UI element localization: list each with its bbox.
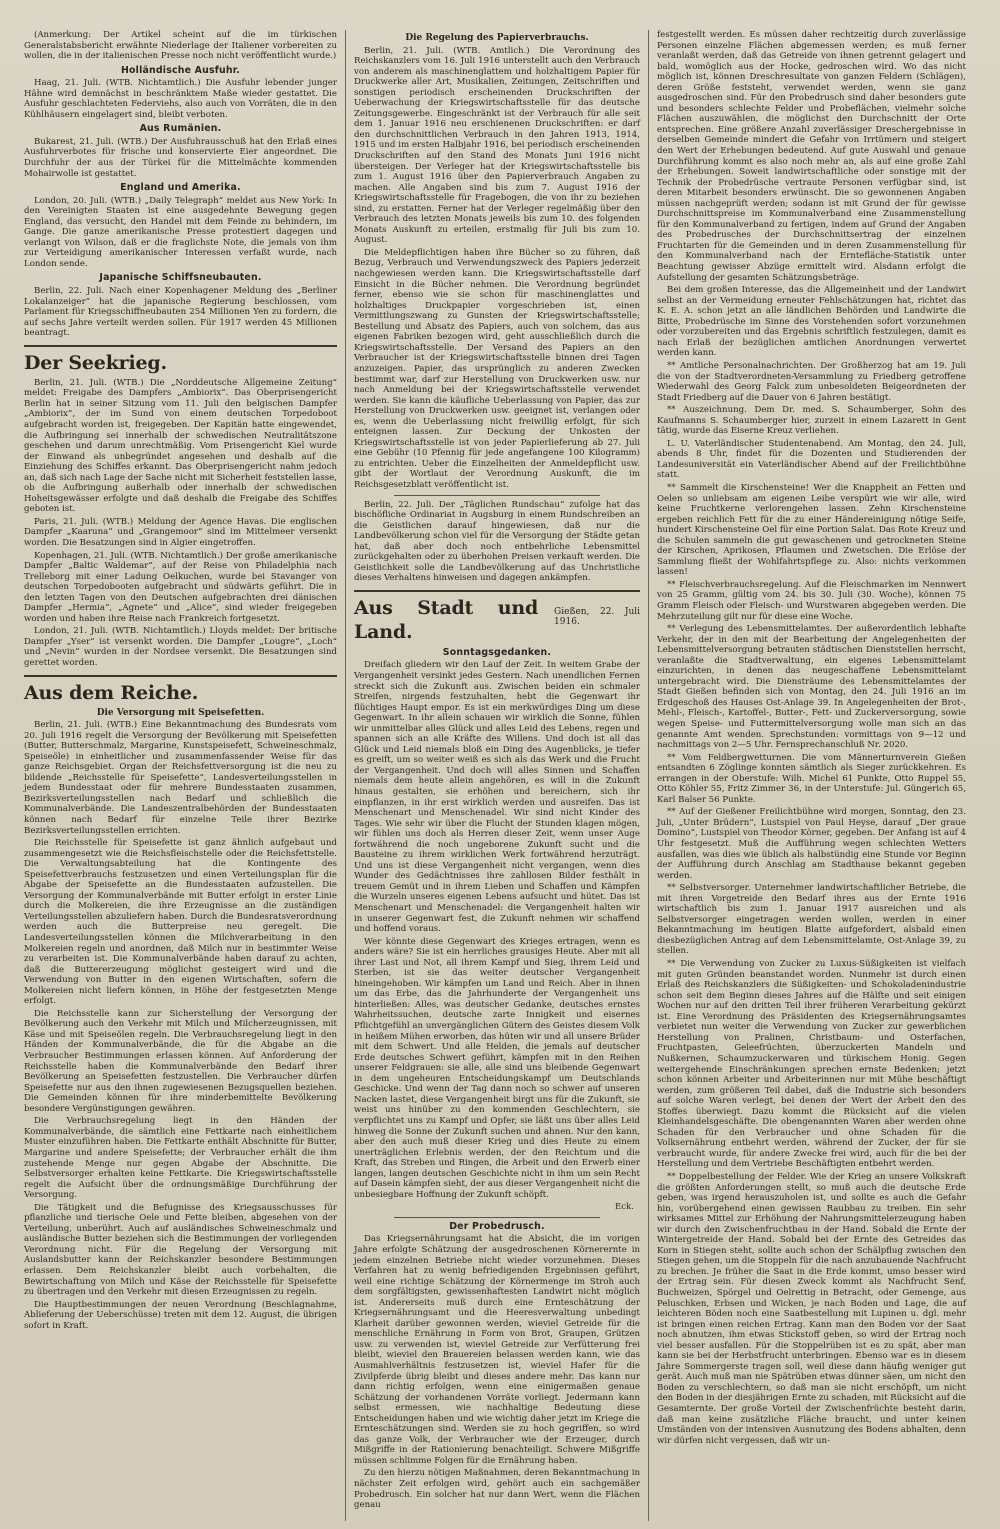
article-papier-2: Die Meldepflichtigen haben ihre Bücher so zu führen, daß Bezug, Verbrauch und Verwendungszweck des Papiers jederzeit nachgewiesen werden kann. Die Kriegswirtschaftsstelle darf Einsicht in die Bücher nehmen. Die Verordnung begründet ferner, ebenso wie sie schon für maschinenglattes und holzhaltiges Druckpapier vorgeschrieben ist, einen Vermittlungszwang zu Gunsten der Kriegswirtschaftsstelle; Bestellung und Absatz des Papiers, auch von solchem, das aus eigenen Fabriken bezogen wird, geht ausschließlich durch die Kriegswirtschaftsstelle. Der Versand des Papiers an den Verbraucher ist der Kriegswirtschaftsstelle binnen drei Tagen anzuzeigen. Papier, das ursprünglich zu anderen Zwecken bestimmt war, darf zur Herstellung von Druckwerken usw. nur nach Anmeldung bei der Kriegswirtschaftsstelle verwendet werden. Sie kann die käufliche Ueberlassung von Papier, das zur Herstellung von Druckwerken usw. geeignet ist, verlangen oder es, wenn die Ueberlassung nicht freiwillig erfolgt, für sich enteignen lassen. Zur Deckung der Unkosten der Kriegswirtschaftsstelle ist von jeder Papierlieferung ab 27. Juli eine Gebühr (10 Pfennig für jede angefangene 100 Kilogramm) zu entrichten. Ueber die Einzelheiten der Anmeldepflicht usw. gibt der Wortlaut der Verordnung Auskunft, die im Reichsgesetzblatt veröffentlicht ist. [354,247,640,490]
article-probedrusch-1: Das Kriegsernährungsamt hat die Absicht, die im vorigen Jahre erfolgte Schätzung der ausgedroschenen Körnerernte in jedem einzelnen Betriebe nicht wieder vorzunehmen. Dieses Verfahren hat zu wenig befriedigenden Ergebnissen geführt, weil eine richtige Schätzung der Körnermenge im Stroh auch dem sorgfältigsten, gewissenhaftesten Landwirt nicht möglich ist. Andererseits muß durch eine Ernteschätzung der Kriegsernährungsamt und die Heeresverwaltung unbedingt Klarheit darüber gewonnen werden, wieviel Getreide für die menschliche Ernährung in Form von Brot, Graupen, Grützen usw. zu verwenden ist, wieviel Getreide zur Verfütterung frei bleibt, wieviel den Brauereien belassen werden kann, wie das Ausmahlverhältnis festzusetzen ist, wieviel Hafer für die Zivilpferde übrig bleibt und dieses andere mehr. Das kann nur dann richtig erfolgen, wenn eine einigermaßen genaue Schätzung der vorhandenen Vorräte vorliegt. Jedermann kann selbst ermessen, wie nachhaltige Bedeutung diese Entscheidungen haben und wie wichtig daher jetzt im Kriege die Ernteschätzungen sind. Werden sie zu hoch gegriffen, so wird das ganze Volk, der Verbraucher wie der Erzeuger, durch Mißgriffe in der Rationierung benachteiligt. Schwere Mißgriffe müssen schlimme Folgen für die Ernährung haben. [354,1234,640,1466]
article-sonntag-2: Wer könnte diese Gegenwart des Krieges ertragen, wenn es anders wäre? Sie ist ein herrliches grausiges Heute. Aber mit all ihrer Last und Not, all ihrem Kampf und Sieg, ihrem Leid und Sterben, ist sie das weiter deutscher Vergangenheit hineingehoben. Wir kämpfen um Land und Reich. Aber in ihnen um das Erbe, das die Jahrhunderte der Vergangenheit uns hinterließen: Alles, was deutscher Gedanke, deutsches ernstes Wahrheitssuchen, deutsche zarte Innigkeit und eisernes Pflichtgefühl an unvergänglichen Gütern des Geistes diesem Volk in heißem Mühen erworben, das hüten wir und all unsere Brüder mit dem Schwert. Und alle Helden, die jemals auf deutscher Erde deutsches Schwert geführt, kämpfen mit in den Reihen unserer Feldgrauen: sie alle, alle sind uns bleibende Gegenwart in dem ungeheuren Entscheidungskampf um Deutschlands Geschicke. Und wenn der Tag dann noch so schwer auf unseren Nacken lastet, diese Vergangenheit birgt uns für die Zukunft, sie weist uns hinüber zu den kommenden Geschlechtern, sie verpflichtet uns zu Kampf und Opfer, sie läßt uns über alles Leid hinweg die Sonne der Zukunft suchen und ahnen. Nur den kann, aber den auch muß dieser Krieg und dies Heute zu einem unerträglichen Erlebnis werden, der den Reichtum und die Kraft, das Streben und Ringen, die Arbeit und den Erwerb einer langen, langen deutschen Geschichte nicht in ihm um sein Recht auf Dasein kämpfen sieht, der aus dieser Vergangenheit nicht die unbesiegbare Hoffnung der Zukunft schöpft. [354,936,640,1200]
intro-note: (Anmerkung: Der Artikel scheint auf die im türkischen Generalstabsbericht erwähnte Niederlage der Italiener vorbereiten zu wollen, die in der italienischen Presse noch nicht veröffentlicht wurde.) [24,30,337,62]
article-probedrusch-2: Zu den hierzu nötigen Maßnahmen, deren Bekanntmachung in nächster Zeit erfolgen wird, gehört auch ein sachgemäßer Probedrusch. Ein solcher hat nur dann Wert, wenn die Flächen genau [354,1468,640,1511]
article-holland: Haag, 21. Juli. (WTB. Nichtamtlich.) Die Ausfuhr lebender junger Hähne wird demnächst in beschränktem Maße wieder gestattet. Die Ausfuhr geschlachteten Federviehs, also auch von Vorräten, die in den Kühlhäusern eingelagert sind, bleibt verboten. [24,78,337,120]
news-selbstversorger: ** Selbstversorger. Unternehmer landwirtschaftlicher Betriebe, die mit ihren Vorgetreide den Bedarf ihres aus der Ernte 1916 wirtschaftlich bis zum 1. Januar 1917 ausreichen und als Selbstversorger eingetragen werden wollen, werden in einer Bekanntmachung im heutigen Blatte aufgefordert, alsbald einen diesbezüglichen Antrag auf dem Lebensmittelamte, Ost-Anlage 39, zu stellen. [657,883,966,957]
news-doppelbestellung: ** Doppelbestellung der Felder. Wie der Krieg an unsere Volkskraft die größten Anforderungen stellt, so muß auch die deutsche Erde geben, was irgend herauszuholen ist, und sollte es auch die Gefahr hin, vorübergehend einen gewissen Raubbau zu treiben. Ein sehr wirksames Mittel zur Erhöhung der Nahrungsmittelerzeugung haben wir durch den Zwischenfruchtbau in der Hand. Sobald die Ernte der Wintergetreide der Hand. Sobald bei der Ernte des Getreides das Korn in Stiegen steht, sollte auch schon der Schälpflug zwischen den Stiegen gehen, um die Stoppeln für die nach anzubauende Nachfrucht zu brechen. Je früher die Saat in die Erde kommt, umso besser wird der Ertrag sein. Für diesen Zweck kommt als Nachfrucht Senf, Buchweizen, Spörgel und Oelrettig in Betracht, oder Gemenge, aus Peluschken, Erbsen und Wicken, je nach Boden und Lage, die auf leichteren Böden noch eine Saatbestellung mit Lupinen u. dgl. mehr ist bringen einen reichen Ertrag. Kann man den Boden vor der Saat noch abnutzen, ihm etwas Stickstoff geben, so wird der Ertrag noch viel besser ausfallen. Für die Stoppelrüben ist es zu spät, aber man kann sie bei der Herbstfrucht unterbringen. Ebenso war es in diesem Jahre Sommergerste tragen soll, weil diese dann häufig weniger gut gerät. Auch muß man nie Spätrüben etwas dünner säen, um nicht den Boden zu verschlechtern, so daß man sie nicht erschöpft, um nicht den Boden in der diesjährigen Ernte zu schaden, mit Rücksicht auf die Gesamternte. Der große Vorteil der Zwischenfrüchte besteht darin, daß man keine zusätzliche Fläche braucht, und unter keinen Umständen von der intensiven Ausnutzung des Bodens abhalten, denn wir dürfen nicht vergessen, daß wir un- [657,1171,966,1446]
signature: Eck. [614,1202,634,1213]
news-fleisch: ** Fleischverbrauchsregelung. Auf die Fleischmarken im Nennwert von 25 Gramm, gültig vom 24. bis 30. Juli (30. Woche), können 75 Gramm Fleisch oder Fleisch- und Wurstwaren abgegeben werden. Die Mehrzuteilung gilt nur für diese eine Woche. [657,579,966,622]
stadt-header [354,596,640,644]
article-seekrieg-1: Berlin, 21. Juli. (WTB.) Die „Norddeutsche Allgemeine Zeitung“ meldet: Freigabe des Dampfers „Ambiorix“. Das Oberprisengericht Berlin hat in seiner Sitzung vom 11. Juli den belgischen Dampfer „Ambiorix“, der im Sund von einem deutschen Torpedoboot aufgebracht worden ist, freigegeben. Der Kapitän hatte eingewendet, die Aufbringung sei innerhalb der schwedischen Neutralitätszone geschehen und darum unrechtmäßig. Vom Prisengericht Kiel wurde der Einwand als unbegründet angesehen und deshalb auf die Einziehung des Schiffes erkannt. Das Oberprisengericht nahm jedoch an, daß sich nach Lage der Sache nicht mit Sicherheit feststellen lasse, ob die Aufbringung außerhalb oder innerhalb der schwedischen Hoheitsgewässer erfolgte und daß deshalb die Freigabe des Schiffes geboten ist. [24,377,337,515]
divider [394,495,600,496]
article-probedrusch-cont: festgestellt werden. Es müssen daher rechtzeitig durch zuverlässige Personen einzelne Flächen abgemessen werden; es muß ferner veranlaßt werden, daß das Getreide von ihnen getrennt gelagert und bald, womöglich aus der Hocke, gedroschen wird. Wo das nicht möglich ist, können Dreschresultate von ganzen Feldern (Schlägen), deren Größe feststeht, verwendet werden, wenn sie ganz ausgedroschen sind. Für den Probedrusch sind daher besonders gute und besonders schlechte Felder und Probeflächen, vielmehr solche Flächen auszuwählen, die möglichst den Durchschnitt der Orte entsprechen. Eine größere Anzahl zuverlässiger Dreschergebnisse in derselben Gemeinde mindert die Gefahr von Irrtümern und steigert den Wert der Erhebungen bedeutend. Auf gute Auswahl und genaue Durchführung kommt es also noch mehr an, als auf eine große Zahl der Erhebungen. Soweit landwirtschaftliche oder sonstige mit der Technik der Probedrüsche vertraute Personen verfügbar sind, ist deren Mitarbeit besonders erwünscht. Die so gewonnenen Angaben müssen nachgeprüft werden; sodann ist mit Grund der für gewisse Durchschnittspreise im Kommunalverband eine Zusammenstellung für den Kommunalverband zu fertigen, indem auf Grund der Angaben des Probedrusches der Durchschnittsertrag der einzelnen Fruchtarten für die Gemeinden und in deren Zusammenstellung für den Kommunalverband nach der Erntefläche-Statistik unter Beachtung gewisser Abzüge ermittelt wird. Alsdann erfolgt die Aufstellung der gesamten Schätzungsbeträge. [657,30,966,283]
column-left [16,30,346,1521]
section-rule [24,675,337,677]
article-rumaenien: Bukarest, 21. Juli. (WTB.) Der Ausfuhrausschuß hat den Erlaß eines Ausfuhrverbotes für frische und konservierte Eier angeordnet. Die Durchfuhr der aus der Türkei für die Mittelmächte kommenden Mohairwolle ist gestattet. [24,136,337,179]
article-seekrieg-4: London, 21. Juli. (WTB. Nichtamtlich.) Lloyds meldet: Der britische Dampfer „Yser“ ist versenkt worden. Die Dampfer „Lougre“, „Loch“ und „Nevin“ wurden in der Nordsee versenkt. Die Besatzungen sind gerettet worden. [24,626,337,668]
article-augsburg: Berlin, 22. Juli. Der „Täglichen Rundschau“ zufolge hat das bischöfliche Ordinariat in Augsburg in einem Rundschreiben an die Geistlichen darauf hingewiesen, daß nur die Landbevölkerung schon viel für die Versorgung der Städte getan hat, daß aber doch noch entbehrliche Lebensmittel zurückgehalten oder zu überhohen Preisen verkauft werden. Die Geistlichkeit solle die Landbevölkerung auf das Unchristliche dieses Verhaltens hinweisen und dagegen ankämpfen. [354,499,640,584]
news-zucker: ** Die Verwendung von Zucker zu Luxus-Süßigkeiten ist vielfach mit guten Gründen beanstandet worden. Nunmehr ist durch einen Erlaß des Reichskanzlers die Süßigkeiten- und Schokoladenindustrie schon seit dem Beginn dieses Jahres auf die Hälfte und seit einigen Wochen nur auf den dritten Teil ihrer früheren Verarbeitung gekürzt ist. Eine Verordnung des Präsidenten des Kriegsernährungsamtes verbietet nun weiter die Verwendung von Zucker zur gewerblichen Herstellung von Pralinen, Christbaum- und Osterfachen, Fruchtpasten, Geleefrüchten, überzuckerten Mandeln und Nußkernen, Schaumzuckerwaren und türkischem Honig. Gegen weitergehende Einschränkungen sprechen ernste Bedenken; jetzt schon können Arbeiter und Arbeiterinnen nur mit Mühe beschäftigt werden, zum größeren Teil dabei, daß die Industrie sich besonders auf solche Waren verlegt, bei denen der Wert der Arbeit den des Stoffes überwiegt. Dazu kommt die Rücksicht auf die vielen Kleinhandelsgeschäfte. Die obengenannten Waren aber werden ohne Schaden für den Verbraucher und ohne Schaden für die Volksernährung entbehrt werden, während der Zucker, der für sie verbraucht wurde, für andere Zwecke frei wird, auch für die bei der Herstellung und dem Vertriebe Beschäftigten entbehrt werden. [657,959,966,1170]
article-speisefette-3: Die Reichsstelle kann zur Sicherstellung der Versorgung der Bevölkerung auch den Verkehr mit Milch und Milcherzeugnissen, mit Käse und mit Speiseölen regeln. Die Verbrauchsregelung liegt in den Händen der Kommunalverbände, die für die Abgabe an die Verbraucher Bestimmungen erlassen können. Auf Anforderung der Reichsstelle haben die Kommunalverbände den Bedarf ihrer Bevölkerung an Speisefetten festzustellen. Die Verbraucher dürfen Speisefette nur aus den ihnen zugewiesenen Bezugsquellen beziehen. Die Gemeinden können für ihre minderbemittelte Bevölkerung besondere Vergünstigungen gewähren. [24,1008,337,1114]
heading-sonntagsgedanken: Sonntagsgedanken. [442,646,552,658]
news-studentenabend: L. U. Vaterländischer Studentenabend. Am Montag, den 24. Juli, abends 8 Uhr, findet für die Dozenten und Studierenden der Landesuniversität ein Vaterländischer Abend auf der Freilichtbühne statt. [657,438,966,481]
article-papier-1: Berlin, 21. Juli. (WTB. Amtlich.) Die Verordnung des Reichskanzlers vom 16. Juli 1916 unterstellt auch den Verbrauch von anderem als maschinenglattem und holzhaltigem Papier für Druckwerke aller Art, Musikalien, Zeitungen, Zeitschriften und sonstigen periodisch erscheinenden Druckschriften der Ueberwachung der Kriegswirtschaftsstelle für das deutsche Zeitungsgewerbe. Eingeschränkt ist der Verbrauch für alle seit dem 1. Januar 1916 neu erschienenen Druckschriften: er darf den durchschnittlichen Verbrauch in den Jahren 1913, 1914, 1915 und im ersten Halbjahr 1916, bei periodisch erscheinenden Druckschriften auf den Stand des Monats Juni 1916 nicht übersteigen. Der Verleger hat der Kriegswirtschaftsstelle bis zum 1. August 1916 über den Papierverbrauch Angaben zu machen. Alle Angaben sind bis zum 7. August 1916 der Kriegswirtschaftsstelle für Fragebogen, die von ihr zu beziehen sind, zu erstatten. Ferner hat der Verleger regelmäßig über den Verbrauch des letzten Monats jeweils bis zum 10. des folgenden Monats Auskunft zu erteilen, erstmalig für Juli bis zum 10. August. [354,45,640,246]
article-speisefette-5: Die Tätigkeit und die Befugnisse des Kriegsausschusses für pflanzliche und tierische Oele und Fette bleiben, abgesehen von der Verteilung, unberührt. Auch auf ausländisches Schweineschmalz und ausländische Butter beziehen sich die Bestimmungen der vorliegenden Verordnung nicht. Für die Regelung der Versorgung mit Auslandsbutter kann der Reichskanzler besondere Bestimmungen erlassen. Dem Reichskanzler bleibt auch vorbehalten, die Bewirtschaftung von Milch und Käse der Reichsstelle für Speisefette zu übertragen und den Verkehr mit diesen Erzeugnissen zu regeln. [24,1202,337,1298]
divider [394,1217,600,1218]
column-right [649,30,974,1521]
column-middle [346,30,649,1521]
heading-papier: Die Regelung des Papierverbrauchs. [405,33,589,43]
heading-rumaenien: Aus Rumänien. [139,123,222,135]
news-lebensmittelamt: ** Verlegung des Lebensmittelamtes. Der außerordentlich lebhafte Verkehr, der in den mit der Bearbeitung der Angelegenheiten der Lebensmittelversorgung betrauten städtischen Dienststellen herrscht, veranlaßte die Stadtverwaltung, ein eigenes Lebensmittelamt einzurichten, in denen das neugeschaffene Lebensmittelamt untergebracht wird. Die Diensträume des Lebensmittelamtes der Stadt Gießen befinden sich von Montag, den 24. Juli 1916 an im Erdgeschoß des Hauses Ost-Anlage 39. In Angelegenheiten der Brot-, Mehl-, Fleisch-, Kartoffel-, Butter-, Fett- und Zuckerversorgung, sowie wegen Speise- und Futtermittelversorgung wolle man sich an das genannte Amt wenden. Sprechstunden: vormittags von 9—12 und nachmittags von 2—5 Uhr. Fernsprechanschluß Nr. 2020. [657,624,966,751]
news-personal: ** Amtliche Personalnachrichten. Der Großherzog hat am 19. Juli die von der Stadtverordneten-Versammlung zu Friedberg getroffene Wiederwahl des Georg Falck zum unbesoldeten Beigeordneten der Stadt Friedberg auf die Dauer von 6 Jahren bestätigt. [657,360,966,403]
article-speisefette-1: Berlin, 21. Juli. (WTB.) Eine Bekanntmachung des Bundesrats vom 20. Juli 1916 regelt die Versorgung der Bevölkerung mit Speisefetten (Butter, Butterschmalz, Margarine, Kunstspeisefett, Schweineschmalz, Speiseöle) in einheitlicher und zusammenfassender Weise für das ganze Reichsgebiet. Organ der Reichsfettversorgung ist die neu zu bildende „Reichsstelle für Speisefette“, Landesverteilungsstellen in jedem Bundesstaat oder für mehrere Bundesstaaten zusammen, Bezirksverteilungsstellen nach Bedarf und schließlich die Kommunalverbände. Die Landeszentralbehörden der Bundesstaaten können nach Bedarf für einzelne Teile ihrer Bezirke Bezirksverteilungsstellen errichten. [24,720,337,836]
article-japan: Berlin, 22. Juli. Nach einer Kopenhagener Meldung des „Berliner Lokalanzeiger“ hat die japanische Regierung beschlossen, vom Parlament für Kriegsschiffneubauten 254 Millionen Yen zu fordern, die auf sechs Jahre verteilt werden sollen. Für 1917 werden 45 Millionen beantragt. [24,286,337,339]
article-seekrieg-2: Paris, 21. Juli. (WTB.) Meldung der Agence Havas. Die englischen Dampfer „Kaaruna“ und „Grangemoor“ sind im Mittelmeer versenkt worden. Die Besatzungen sind in Algier eingetroffen. [24,516,337,548]
article-probedrusch-bitte: Bei dem großen Interesse, das die Allgemeinheit und der Landwirt selbst an der Vermeidung erneuter Fehlschätzungen hat, richtet das K. E. A. schon jetzt an alle ländlichen Behörden und Landwirte die Bitte, Probedrüsche im Sinne des Vorstehenden sofort vorzunehmen oder vorzubereiten und das Ergebnis schriftlich festzulegen, damit es nach Erlaß der bezüglichen amtlichen Anordnungen verwertet werden kann. [657,285,966,359]
news-auszeichnung: ** Auszeichnung. Dem Dr. med. S. Schaumberger, Sohn des Kaufmanns S. Schaumberger hier, zurzeit in einem Lazarett in Gent tätig, wurde das Eiserne Kreuz verliehen. [657,405,966,437]
news-kirschensteine: ** Sammelt die Kirschensteine! Wer die Knappheit an Fetten und Oelen so unliebsam am eigenen Leibe verspürt wie wir alle, wird keine Fruchtkerne verlorengehen lassen. Zehn Kirschensteine ergeben reichlich Fett für die zu einer Händereinigung nötige Seife, hundert Kirschensteine Oel für eine Portion Salat. Das Rote Kreuz und die Schulen sammeln die gut gewaschenen und getrockneten Steine der Kirschen, Aprikosen, Pflaumen und Zwetschen. Die Erlöse der Sammlung fließt der Wohlfahrtspflege zu. Also: nichts verkommen lassen! [657,482,966,578]
article-speisefette-2: Die Reichsstelle für Speisefette ist ganz ähnlich aufgebaut und zusammengesetzt wie die Reichsfleischstelle oder die Reichsfettstelle. Die Verwaltungsabteilung hat die Kontingente des Speisefettverbrauchs festzusetzen und einen Verteilungsplan für die Abgabe der Speisefette an die Bundesstaaten aufzustellen. Die Versorgung der Kommunalverbände mit Butter erfolgt in erster Linie durch die Molkereien, die ihre Erzeugnisse an die zuständigen Verteilungsstellen abzuliefern haben. Durch die Bundesratsverordnung werden auch die Butterpreise neu geregelt. Die Landesverteilungsstellen können die Milchverarbeitung in den Molkereien regeln und anordnen, daß Milch nur in bestimmter Weise zu verarbeiten ist. Die Kommunalverbände haben darauf zu achten, daß die Buttererzeugung möglichst gesteigert wird und die Verwendung von Butter in den eigenen Wirtschaften, sofern die Molkereien nicht liefern können, in Höhe der festgesetzten Menge erfolgt. [24,838,337,1007]
heading-holland: Holländische Ausfuhr. [120,64,241,76]
article-speisefette-4: Die Verbrauchsregelung liegt in den Händen der Kommunalverbände, die sämtlich eine Fettkarte nach einheitlichem Muster einzuführen haben. Die Fettkarte enthält Abschnitte für Butter, Margarine und andere Speisefette; der Verbraucher erhält die ihm zustehende Menge nur gegen Abgabe der Abschnitte. Die Selbstversorger erhalten keine Fettkarte. Die Kriegswirtschaftsstelle regelt die Aufsicht über die ordnungsmäßige Durchführung der Versorgung. [24,1116,337,1201]
dateline: Gießen, 22. Juli 1916. [554,606,640,628]
article-speisefette-6: Die Hauptbestimmungen der neuen Verordnung (Beschlagnahme, Ablieferung der Ueberschüsse) treten mit dem 12. August, die übrigen sofort in Kraft. [24,1299,337,1331]
news-feldberg: ** Vom Feldbergwetturnen. Die vom Männerturnverein Gießen entsandten 6 Zöglinge konnten sämtlich als Sieger zurückkehren. Es errangen in der Oberstufe: Wilh. Michel 61 Punkte, Otto Ruppel 55, Otto Köhler 55, Fritz Zimmer 36, in der Unterstufe: Jul. Güngerich 65, Karl Balser 56 Punkte. [657,752,966,805]
news-freilichtbuehne: ** Auf der Gießener Freilichtbühne wird morgen, Sonntag, den 23. Juli, „Unter Brüdern“, Lustspiel von Paul Heyse, darauf „Der graue Domino“, Lustspiel von Theodor Körner, gegeben. Der Anfang ist auf 4 Uhr festgesetzt. Muß die Aufführung wegen schlechten Wetters ausfallen, was dies wie üblich als halbstündig eine Stunde vor Beginn der Aufführung durch Anschlag am Stadthause bekannt gegeben werden. [657,807,966,881]
heading-reiche: Aus dem Reiche. [24,681,199,704]
heading-japan: Japanische Schiffsneubauten. [99,272,262,284]
heading-speisefette: Die Versorgung mit Speisefetten. [96,707,265,718]
article-sonntag-1: Dreifach gliedern wir den Lauf der Zeit. In weitem Grabe der Vergangenheit versinkt jedes Gestern. Nach unendlichen Fernen streckt sich die Zukunft aus. Zwischen beiden ein schmaler Streifen, nirgends festzuhalten, hebt die Gegenwart ihr flüchtiges Haupt empor. Es ist ein merkwürdiges Ding um diese Gegenwart. In ihr allein schauen wir wirklich die Sonne, fühlen wir unmittelbar alles Glück und alles Leid des Lebens, regen und spannen sich an alle Kräfte des Willens. Und doch ist all das Glück und Leid niemals bloß ein Ding des Augenblicks, je tiefer es greift, um so weiter weiß es sich als das Werk und die Frucht der Vergangenheit. Und doch will alles Sinnen und Schaffen niemals dem heute allein angehören, es will in die Zukunft hinaus gestalten, sie erhöhen und bereichern, sich ihr einpflanzen, in ihr erst wirklich werden und ausreifen. Das ist Menschenart und Menschenadel. Wir sind nicht Kinder des Tages. Wie sehr wir über die Flucht der Stunden klagen mögen, wir fühlen uns doch als Herren dieser Zeit, wenn unser Auge fortwährend die noch ungeborene Zukunft sucht und die Bausteine zu ihrem wirklichen Werk fortwährend herzuträgt. Und uns ist diese Vergangenheit nicht vergangen, wenn dies Wunder des Gedächtnisses ihre zahllosen Bilder festhält in treuem Gemüt und in ihrem Lieben und Schaffen und Kämpfen die Wurzeln unseres eigenen Lebens aufsucht und hütet. Das ist Menschenart und Menschenadel: die Vergangenheit halten wir in unserer Gegenwart fest, die Zukunft nehmen wir schaffend und hoffend voraus. [354,660,640,935]
heading-seekrieg: Der Seekrieg. [24,351,167,374]
heading-england: England und Amerika. [120,182,241,194]
article-seekrieg-3: Kopenhagen, 21. Juli. (WTB. Nichtamtlich.) Der große amerikanische Dampfer „Baltic Waldemar“, auf der Reise von Philadelphia nach Trelleborg mit einer Ladung Oelkuchen, wurde bei Stavanger von deutschen Torpedobooten aufgebracht und südwärts geführt. Die in den letzten Tagen von den Deutschen aufgebrachten drei dänischen Dampfer „Hermia“, „Agnete“ und „Alice“, sind wieder freigegeben worden und haben ihre Reise nach Frankreich fortgesetzt. [24,550,337,624]
heading-probedrusch: Der Probedrusch. [449,1220,545,1232]
section-rule [24,345,337,347]
heading-stadt-land: Aus Stadt und Land. [354,596,539,643]
article-england: London, 20. Juli. (WTB.) „Daily Telegraph“ meldet aus New York: In den Vereinigten Staaten ist eine ausgedehnte Bewegung gegen England, das versucht, den Handel mit dem Feinde zu behindern, im Gange. Die ganze amerikanische Presse protestiert dagegen und verlangt von Wilson, daß er die fraglichste Note, die jemals von ihm zur Verteidigung amerikanischer Interessen verfaßt wurde, nach London sende. [24,195,337,269]
section-rule [354,590,640,592]
